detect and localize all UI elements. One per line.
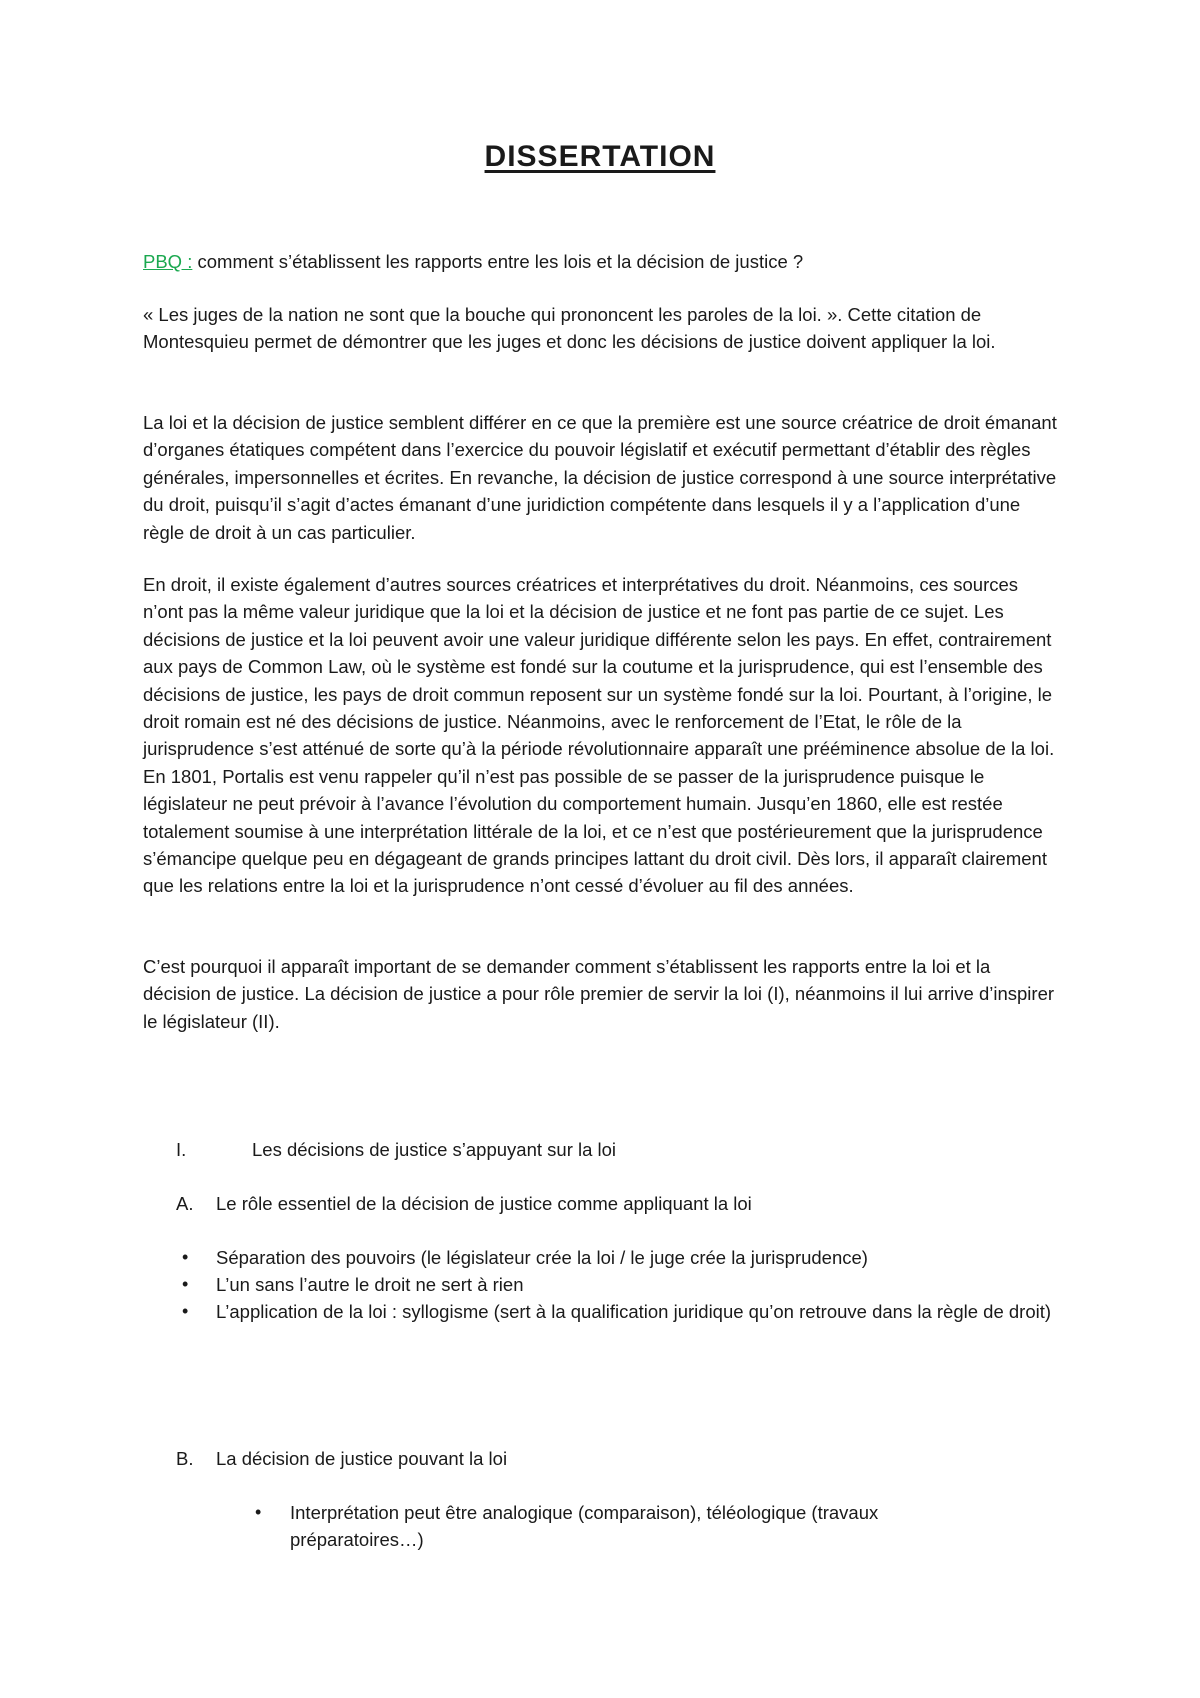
- sub-b-bullet-1: Interprétation peut être analogique (comparaison), téléologique (travaux préparatoires…): [290, 1502, 879, 1551]
- bullet-icon: •: [182, 1301, 189, 1321]
- sub-a-bullet-3: L’application de la loi : syllogisme (sert à la qualification juridique qu’on retrouve dans la règle de droit): [216, 1301, 1052, 1322]
- pbq-text: comment s’établissent les rapports entre les lois et la décision de justice ?: [192, 251, 804, 272]
- sub-b-title: La décision de justice pouvant la loi: [216, 1448, 508, 1469]
- paragraph-definitions: La loi et la décision de justice semblent différer en ce que la première est une source créatrice de droit émanant d’organes étatiques compétent dans l’exercice du pouvoir législatif et exécutif permettant d’établir des règles générales, impersonnelles et écrites. En revanche, la décision de justice correspond à une source interprétative du droit, puisqu’il s’agit d’actes émanant d’une juridiction compétente dans lesquels il y a l’application d’une règle de droit à un cas particulier.: [143, 412, 1057, 543]
- sub-a-bullet-1: Séparation des pouvoirs (le législateur crée la loi / le juge crée la jurisprudence): [216, 1247, 868, 1268]
- document-title: DISSERTATION: [484, 140, 716, 173]
- sub-a-letter: A.: [176, 1193, 194, 1214]
- sub-a-bullet-2: L’un sans l’autre le droit ne sert à rien: [216, 1274, 524, 1295]
- part-1-title: Les décisions de justice s’appuyant sur la loi: [252, 1139, 617, 1160]
- sub-a-title: Le rôle essentiel de la décision de justice comme appliquant la loi: [216, 1193, 752, 1214]
- pbq-label: PBQ :: [143, 251, 193, 272]
- paragraph-context: En droit, il existe également d’autres sources créatrices et interprétatives du droit. Néanmoins, ces sources n’ont pas la même valeur juridique que la loi et la décision de justice et ne font pas partie de ce sujet. Les décisions de justice et la loi peuvent avoir une valeur juridique différente selon les pays. En effet, contrairement aux pays de Common Law, où le système est fondé sur la coutume et la jurisprudence, qui est l’ensemble des décisions de justice, les pays de droit commun reposent sur un système fondé sur la loi. Pourtant, à l’origine, le droit romain est né des décisions de justice. Néanmoins, avec le renforcement de l’Etat, le rôle de la jurisprudence s’est atténué de sorte qu’à la période révolutionnaire apparaît une prééminence absolue de la loi. En 1801, Portalis est venu rappeler qu’il n’est pas possible de se passer de la jurisprudence puisque le législateur ne peut prévoir à l’avance l’évolution du comportement humain. Jusqu’en 1860, elle est restée totalement soumise à une interprétation littérale de la loi, et ce n’est que postérieurement que la jurisprudence s’émancipe quelque peu en dégageant de grands principes lattant du droit civil. Dès lors, il apparaît clairement que les relations entre la loi et la jurisprudence n’ont cessé d’évoluer au fil des années.: [143, 574, 1055, 897]
- part-1-number: I.: [176, 1139, 187, 1160]
- sub-b-letter: B.: [176, 1448, 194, 1469]
- bullet-icon: •: [182, 1274, 189, 1294]
- paragraph-announcement: C’est pourquoi il apparaît important de se demander comment s’établissent les rapports entre la loi et la décision de justice. La décision de justice a pour rôle premier de servir la loi (I), néanmoins il lui arrive d’inspirer le législateur (II).: [143, 956, 1055, 1032]
- bullet-icon: •: [182, 1247, 189, 1267]
- bullet-icon: •: [255, 1502, 262, 1522]
- paragraph-intro-quote: « Les juges de la nation ne sont que la bouche qui prononcent les paroles de la loi. ». Cette citation de Montesquieu permet de démontrer que les juges et donc les décisions de justice doivent appliquer la loi.: [143, 304, 996, 353]
- problematique-line: [143, 248, 1063, 275]
